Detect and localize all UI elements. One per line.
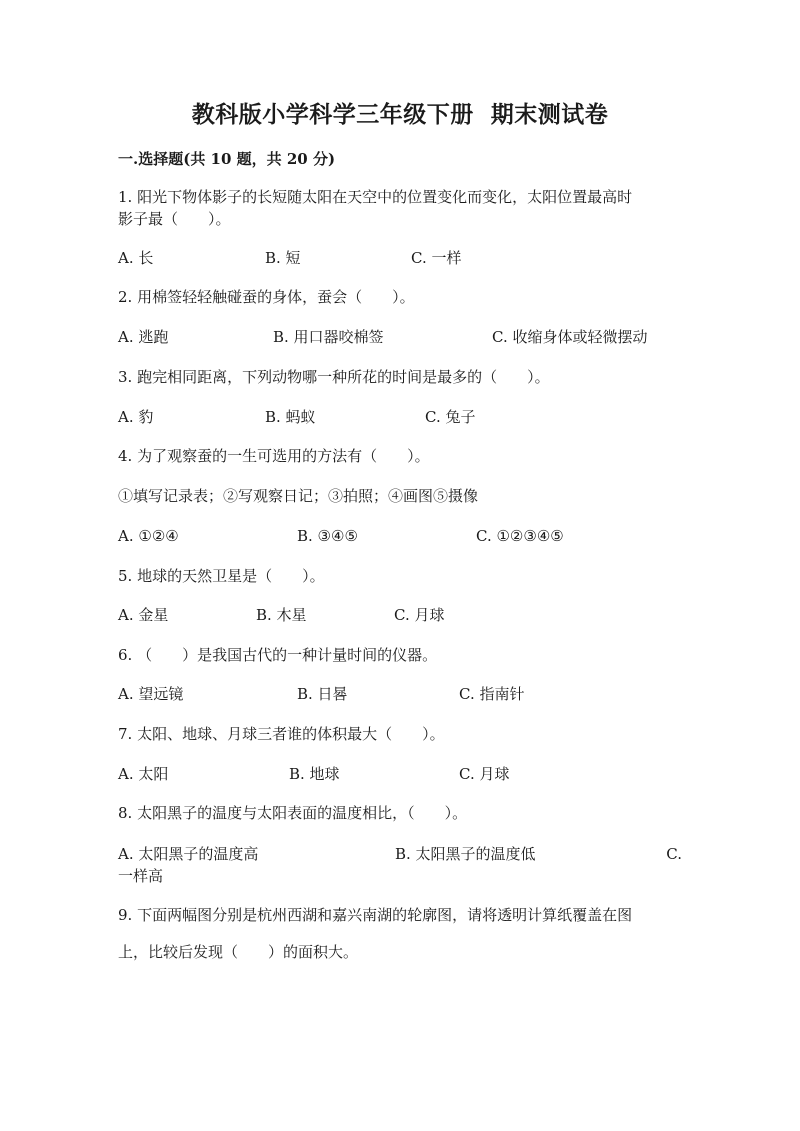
question-1-option-a: A. 长	[118, 249, 154, 267]
question-4-methods: ①填写记录表；②写观察日记；③拍照；④画图⑤摄像	[118, 487, 479, 505]
question-7-option-c: C. 月球	[459, 765, 510, 783]
question-2-option-c: C. 收缩身体或轻微摆动	[492, 328, 648, 346]
question-1-stem-line1: 1. 阳光下物体影子的长短随太阳在天空中的位置变化而变化，太阳位置最高时	[118, 188, 633, 206]
question-4-option-c: C. ①②③④⑤	[476, 527, 564, 545]
question-3-stem: 3. 跑完相同距离，下列动物哪一种所花的时间是最多的（ ）。	[118, 368, 550, 386]
question-8-option-b: B. 太阳黑子的温度低	[395, 845, 536, 863]
question-8-option-c-label: C.	[666, 845, 682, 863]
question-5-option-c: C. 月球	[394, 606, 445, 624]
question-3-option-b: B. 蚂蚁	[265, 408, 316, 426]
question-5-option-a: A. 金星	[118, 606, 169, 624]
question-3-option-c: C. 兔子	[425, 408, 476, 426]
question-6-option-b: B. 日晷	[297, 685, 348, 703]
question-8-option-c-text: 一样高	[118, 867, 164, 885]
question-1-stem-line2: 影子最（ ）。	[118, 210, 231, 228]
page-title: 教科版小学科学三年级下册 期末测试卷	[191, 101, 609, 128]
question-1-option-b: B. 短	[265, 249, 301, 267]
question-4-option-a: A. ①②④	[118, 527, 179, 545]
question-2-option-a: A. 逃跑	[118, 328, 169, 346]
question-5-stem: 5. 地球的天然卫星是（ ）。	[118, 567, 325, 585]
question-8-stem: 8. 太阳黑子的温度与太阳表面的温度相比，（ ）。	[118, 804, 468, 822]
question-2-stem: 2. 用棉签轻轻触碰蚕的身体，蚕会（ ）。	[118, 288, 415, 306]
question-8-option-a: A. 太阳黑子的温度高	[118, 845, 259, 863]
question-7-option-b: B. 地球	[289, 765, 340, 783]
question-6-option-a: A. 望远镜	[118, 685, 184, 703]
question-2-option-b: B. 用口器咬棉签	[273, 328, 384, 346]
question-7-option-a: A. 太阳	[118, 765, 169, 783]
question-4-stem: 4. 为了观察蚕的一生可选用的方法有（ ）。	[118, 447, 430, 465]
question-4-option-b: B. ③④⑤	[297, 527, 358, 545]
question-6-option-c: C. 指南针	[459, 685, 525, 703]
question-3-option-a: A. 豹	[118, 408, 154, 426]
question-1-option-c: C. 一样	[411, 249, 462, 267]
question-6-stem: 6. （ ）是我国古代的一种计量时间的仪器。	[118, 646, 438, 664]
section-heading: 一.选择题(共 10 题，共 20 分)	[118, 150, 336, 168]
question-5-option-b: B. 木星	[256, 606, 307, 624]
question-9-stem-line2: 上，比较后发现（ ）的面积大。	[118, 943, 359, 961]
question-9-stem-line1: 9. 下面两幅图分别是杭州西湖和嘉兴南湖的轮廓图，请将透明计算纸覆盖在图	[118, 906, 633, 924]
question-7-stem: 7. 太阳、地球、月球三者谁的体积最大（ ）。	[118, 725, 445, 743]
